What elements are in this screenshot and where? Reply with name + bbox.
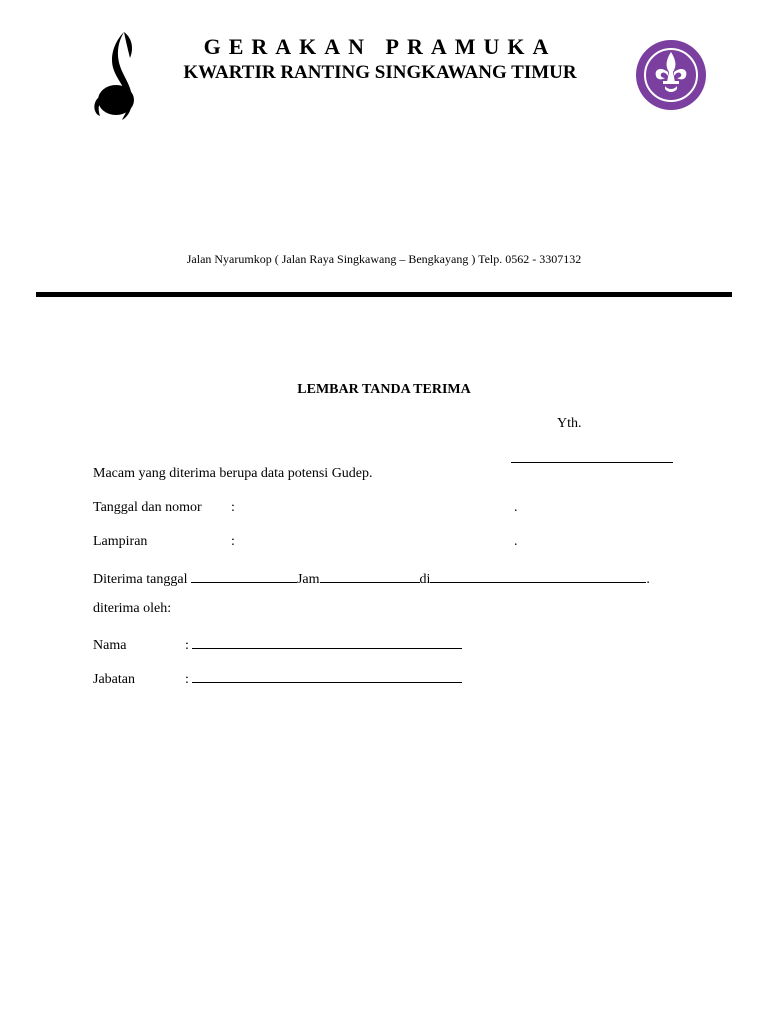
jabatan-blank [192,668,462,683]
tanggal-row [0,500,768,518]
org-name: GERAKAN PRAMUKA [203,34,557,59]
nama-colon: : [185,638,189,653]
diterima-row [93,568,650,588]
jabatan-label: Jabatan [93,672,135,687]
header-divider [36,292,732,297]
diterima-tanggal-label: Diterima tanggal [93,572,188,587]
lampiran-period: . [514,534,518,549]
lampiran-row [0,534,768,552]
diterima-tanggal-blank [191,568,297,583]
tunas-kelapa-icon [88,28,146,126]
di-blank [430,568,646,583]
received-item-text: Macam yang diterima berupa data potensi Gudep. [93,466,373,481]
tanggal-period: . [514,500,518,515]
nama-label: Nama [93,638,127,653]
nama-blank [192,634,462,649]
org-unit: KWARTIR RANTING SINGKAWANG TIMUR [183,62,577,83]
di-label: di [419,572,431,587]
tanggal-colon: : [231,500,235,515]
jabatan-colon: : [185,672,189,687]
recipient-prefix: Yth. [557,416,582,431]
nama-row [93,634,462,654]
jam-label: Jam [296,572,320,587]
lampiran-label: Lampiran [93,534,148,549]
tanggal-label: Tanggal dan nomor [93,500,202,515]
diterima-period: . [646,572,650,587]
jam-blank [320,568,420,583]
document-title: LEMBAR TANDA TERIMA [297,382,471,397]
recipient-blank-line [511,462,673,463]
lampiran-colon: : [231,534,235,549]
scout-fleur-de-lis-emblem-icon [634,38,708,112]
jabatan-row [93,668,462,688]
address-line: Jalan Nyarumkop ( Jalan Raya Singkawang – Bengkayang ) Telp. 0562 - 3307132 [186,252,582,266]
diterima-oleh-label: diterima oleh: [93,601,172,616]
